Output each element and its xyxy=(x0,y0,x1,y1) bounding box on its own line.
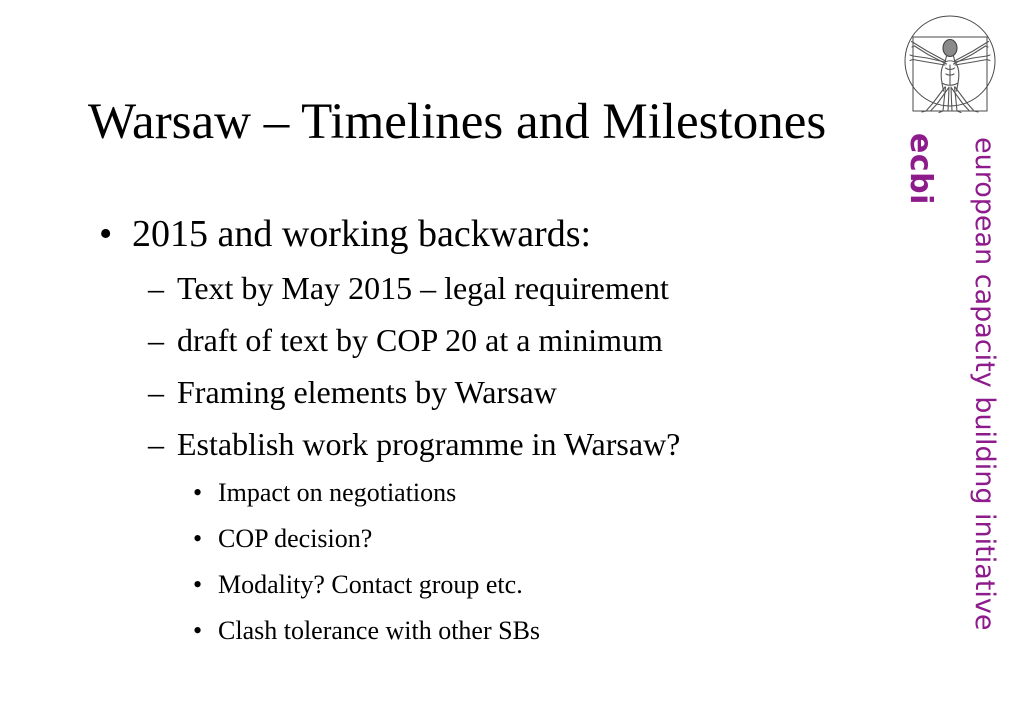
list-item-text: Impact on negotiations xyxy=(218,478,457,507)
vitruvian-man-icon xyxy=(899,13,1001,115)
dash-marker-icon: – xyxy=(148,322,164,358)
list-item-text: Clash tolerance with other SBs xyxy=(218,616,541,645)
list-item-text: COP decision? xyxy=(218,524,373,553)
bullet-marker-icon: • xyxy=(193,478,203,507)
list-item-text: Text by May 2015 – legal requirement xyxy=(177,270,669,306)
list-item-text: Framing elements by Warsaw xyxy=(177,374,557,410)
list-item xyxy=(0,314,900,366)
bullet-marker-icon: • xyxy=(193,570,203,599)
list-item xyxy=(0,608,900,654)
list-item xyxy=(0,366,900,418)
bullet-marker-icon: • xyxy=(193,616,203,645)
dash-marker-icon: – xyxy=(148,426,164,462)
page-title: Warsaw – Timelines and Milestones xyxy=(88,94,827,150)
bullet-marker-icon: • xyxy=(99,213,113,255)
list-item-text: Modality? Contact group etc. xyxy=(218,570,523,599)
list-item-text: draft of text by COP 20 at a minimum xyxy=(177,322,663,358)
list-item xyxy=(0,562,900,608)
list-item xyxy=(0,516,900,562)
list-item-text: Establish work programme in Warsaw? xyxy=(177,426,681,462)
list-item xyxy=(0,206,900,262)
bullet-marker-icon: • xyxy=(193,524,203,553)
list-item xyxy=(0,470,900,516)
list-item xyxy=(0,262,900,314)
ecbi-wordmark: ecbi xyxy=(903,133,938,205)
list-item xyxy=(0,418,900,470)
slide-body-bullet-list xyxy=(0,206,900,654)
list-item-text: 2015 and working backwards: xyxy=(132,213,592,255)
dash-marker-icon: – xyxy=(148,374,164,410)
dash-marker-icon: – xyxy=(148,270,164,306)
ecbi-tagline: european capacity building initiative xyxy=(969,137,1000,631)
